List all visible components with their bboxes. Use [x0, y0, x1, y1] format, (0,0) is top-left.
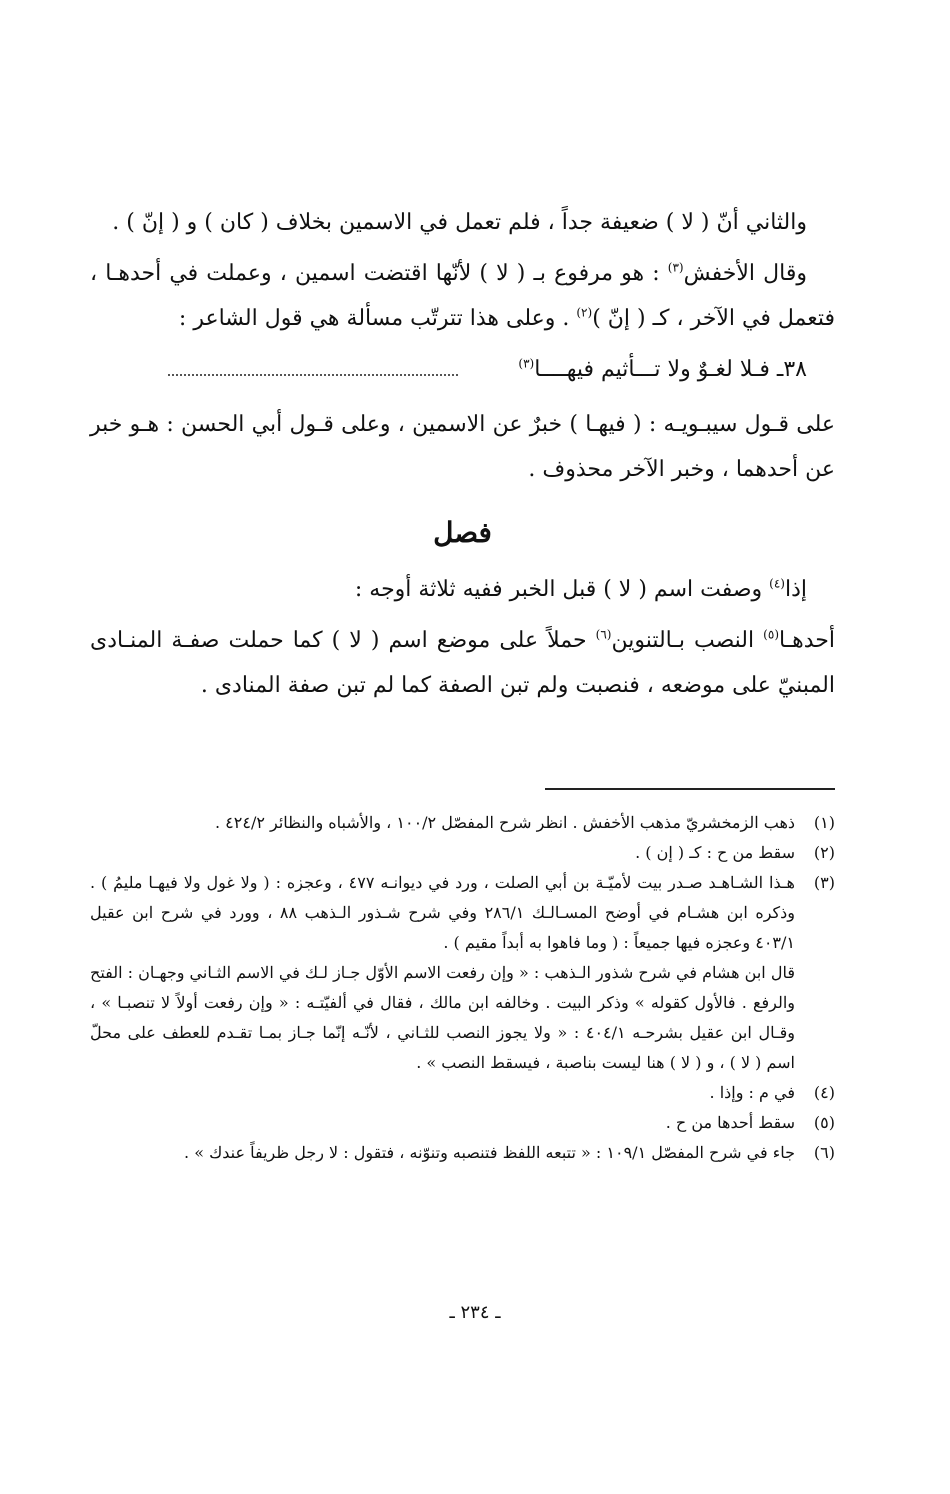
verse-text-content: ٣٨ـ فـلا لغـوٌ ولا تـــأثيم فيهــــا: [534, 357, 807, 382]
footnote-ref-verse: (٣): [518, 356, 535, 371]
page-body: [90, 200, 835, 1168]
footnote-text: سقط من ح : كـ ( إن ) .: [635, 843, 795, 862]
footnote-text: جاء في شرح المفصّل ١٠٩/١ : « تتبعه اللفظ فتنصبه وتنوّنه ، فتقول : لا رجل ظريفاً عندك » .: [184, 1143, 795, 1162]
poetry-verse-38: [90, 347, 835, 392]
footnote-ref-2: (٢): [576, 305, 593, 320]
paragraph-5-text-c: حملاً على موضع اسم ( لا ) كما حملت صفـة المنـادى المبنيّ على موضعه ، فنصبت ولم تبن الصفة كما لم تبن صفة المنادى .: [90, 628, 835, 698]
footnote-3-continuation: قال ابن هشام في شرح شذور الـذهب : « وإن رفعت الاسم الأوّل جـاز لـك في الاسم الثـاني وجهـان : الفتح والرفع . فالأول كقوله » وذكر البيت . وخالفه ابن مالك ، فقال في ألفيّتـه : « وإن رفعت أولاً لا تنصبـا » ، وقـال ابن عقيل بشرحـه ٤٠٤/١ : « ولا يجوز النصب للثـاني ، لأنّـه إنّما جـاز بمـا تقـدم للعطف على محلّ اسم ( لا ) ، و ( لا ) هنا ليست بناصبة ، فيسقط النصب » .: [90, 963, 796, 1072]
footnote-number: (٤): [813, 1083, 835, 1102]
footnote-text: هـذا الشـاهـد صـدر بيت لأميّـة بن أبي الصلت ، ورد في ديوانـه ٤٧٧ ، وعجزه : ( ولا غول ولا فيهـا مليمُ ) . وذكره ابن هشـام في أوضح المسـالـك ٢٨٦/١ وفي شرح شـذور الـذهب ٨٨ ، وورد في شرح ابن عقيل ٤٠٣/١ وعجزه فيها جميعاً : ( وما فاهوا به أبداً مقيم ) .: [90, 873, 796, 952]
paragraph-3-text: على قـول سيبـويـه : ( فيهـا ) خبرٌ عن الاسمين ، وعلى قـول أبي الحسن : هـو خبر عن أحدهما ، وخبر الآخر محذوف .: [90, 412, 835, 482]
paragraph-2-text-b: : هو مرفوع بـ ( لا ) لأنّها اقتضت اسمين ، وعملت في أحدهـا ، فتعمل في الآخر ، كـ ( إنّ ): [90, 261, 835, 331]
paragraph-5-text-b: النصب بـالتنوين: [611, 628, 764, 653]
footnote-number: (٢): [813, 843, 835, 862]
paragraph-5-text-a: أحدهـا: [779, 628, 836, 653]
footnote-number: (٣): [813, 873, 835, 892]
paragraph-5: [90, 618, 835, 708]
footnote-text: ذهب الزمخشريّ مذهب الأخفش . انظر شرح المفصّل ١٠٠/٢ ، والأشباه والنظائر ٤٢٤/٢ .: [214, 813, 795, 832]
paragraph-2-text-a: وقال الأخفش: [683, 261, 807, 286]
footnote-1: [90, 808, 835, 838]
footnote-number: (١): [813, 813, 835, 832]
paragraph-2: [90, 251, 835, 341]
paragraph-4-text-a: إذا: [784, 577, 807, 602]
footnote-ref-4: (٤): [769, 576, 785, 591]
footnote-4: [90, 1078, 835, 1108]
footnote-text: في م : وإذا .: [709, 1083, 795, 1102]
footnote-text: سقط أحدها من ح .: [665, 1113, 795, 1132]
paragraph-1-text: والثاني أنّ ( لا ) ضعيفة جداً ، فلم تعمل في الاسمين بخلاف ( كان ) و ( إنّ ) .: [112, 210, 807, 235]
paragraph-3: [90, 402, 835, 492]
paragraph-4: [90, 567, 835, 612]
footnote-ref-5: (٥): [763, 627, 779, 642]
footnote-ref-6: (٦): [595, 627, 612, 642]
verse-dotted-line: [168, 360, 458, 376]
verse-text: [518, 347, 835, 392]
footnote-ref-3: (٣): [667, 260, 684, 275]
footnote-number: (٥): [813, 1113, 835, 1132]
page-number: ـ ٢٣٤ ـ: [449, 1302, 501, 1323]
paragraph-2-text-c: . وعلى هذا تترتّب مسألة هي قول الشاعر :: [178, 306, 577, 331]
paragraph-4-text-b: وصفت اسم ( لا ) قبل الخبر ففيه ثلاثة أوجه :: [354, 577, 770, 602]
footnote-2: [90, 838, 835, 868]
footnote-number: (٦): [813, 1143, 835, 1162]
section-heading: فصل: [433, 516, 492, 549]
footnote-6: [90, 1138, 835, 1168]
footnote-separator: [545, 788, 835, 790]
footnote-5: [90, 1108, 835, 1138]
footnote-3: [90, 868, 835, 958]
paragraph-1: [90, 200, 835, 245]
